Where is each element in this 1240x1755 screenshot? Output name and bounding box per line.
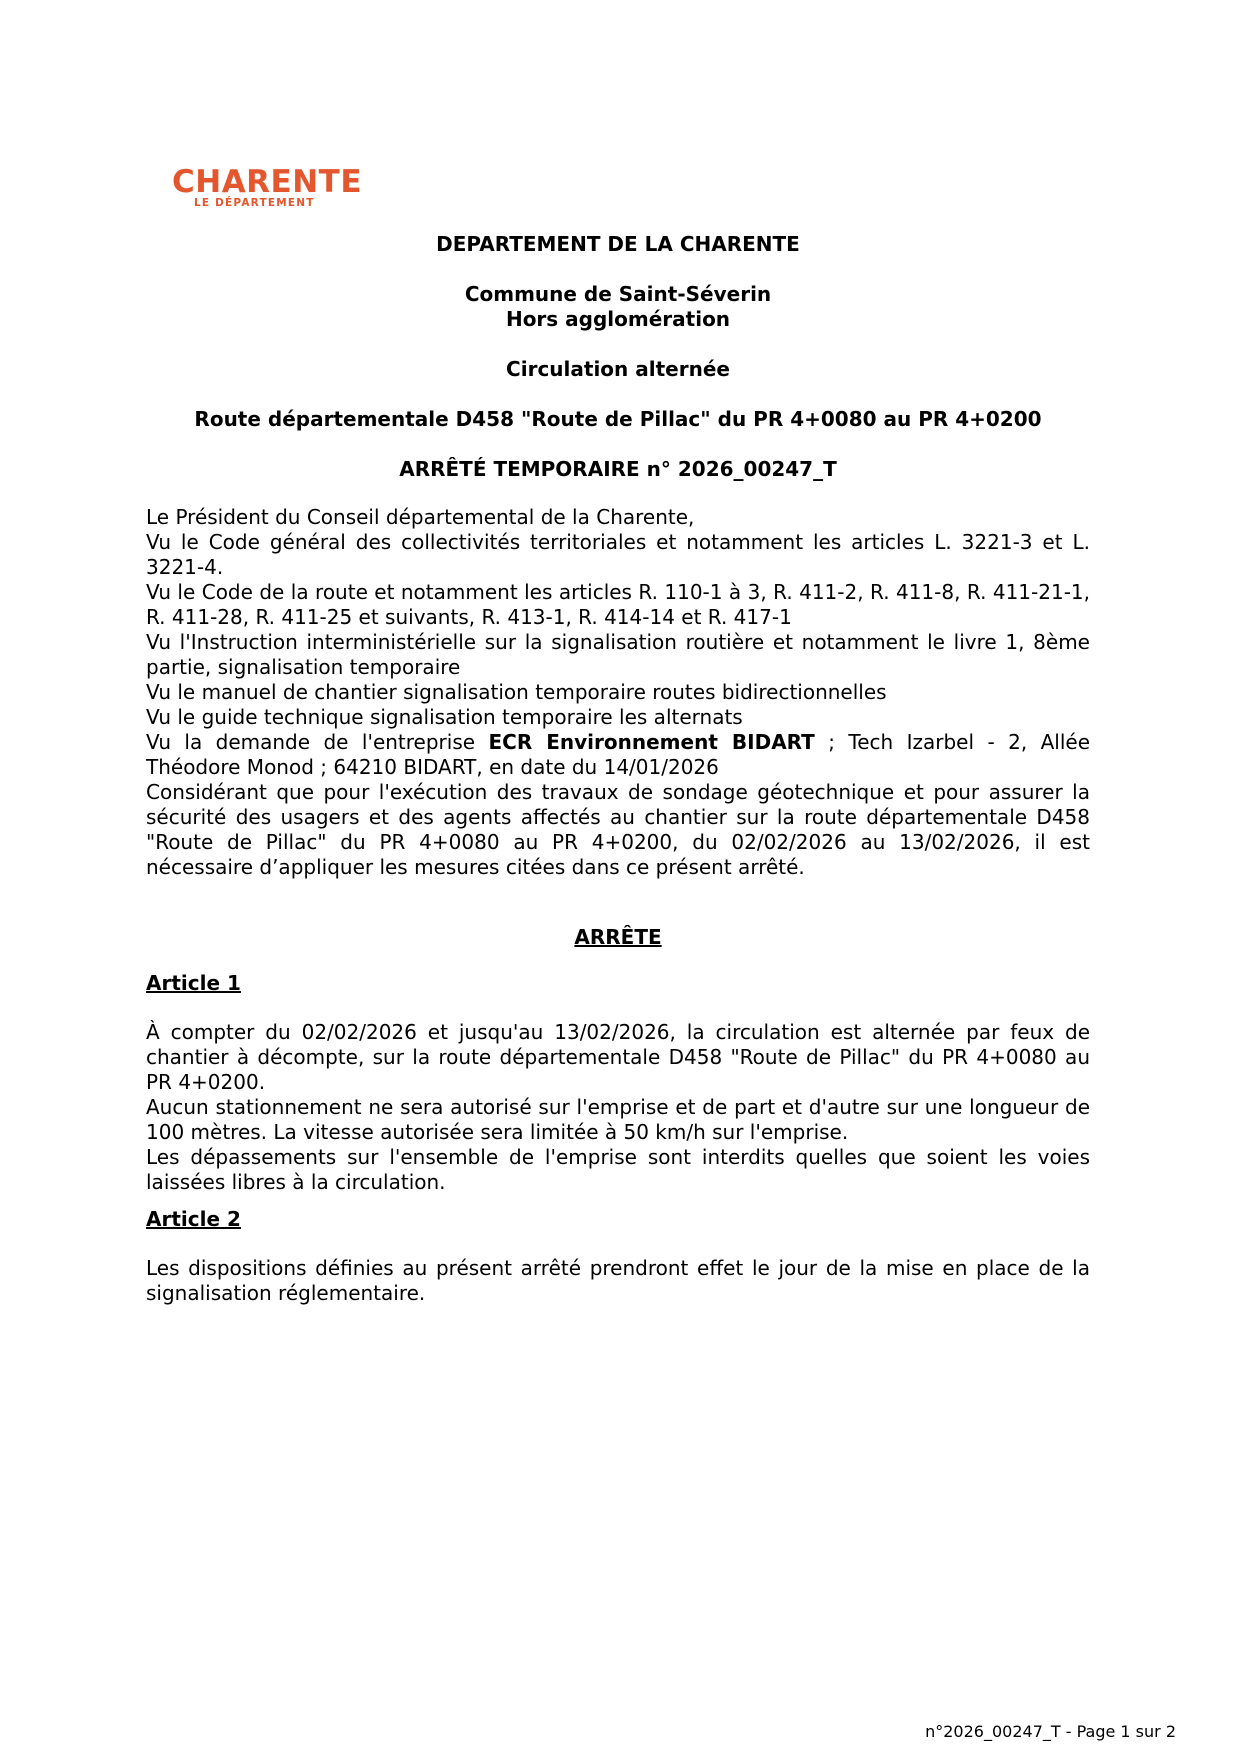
vu-instruction: Vu l'Instruction interministérielle sur la signalisation routière et notamment le livre 1, 8ème partie, signalisation temporaire xyxy=(146,630,1090,679)
article-2-body xyxy=(146,1256,1090,1306)
road-title: Route départementale D458 "Route de Pillac" du PR 4+0080 au PR 4+0200 xyxy=(194,407,1042,431)
article-1-title: Article 1 xyxy=(146,971,241,995)
article-2-title: Article 2 xyxy=(146,1207,241,1231)
page-footer: n°2026_00247_T - Page 1 sur 2 xyxy=(925,1722,1176,1741)
vu-cgct: Vu le Code général des collectivités territoriales et notamment les articles L. 3221-3 et L. 3221-4. xyxy=(146,530,1090,579)
article-1-line: Les dépassements sur l'ensemble de l'emprise sont interdits quelles que soient les voies laissées libres à la circulation. xyxy=(146,1145,1090,1194)
logo-name: CHARENTE xyxy=(172,164,362,200)
vu-code-route: Vu le Code de la route et notamment les articles R. 110-1 à 3, R. 411-2, R. 411-8, R. 411-21-1, R. 411-28, R. 411-25 et suivants, R. 413-1, R. 414-14 et R. 417-1 xyxy=(146,580,1090,629)
vu-manuel: Vu le manuel de chantier signalisation temporaire routes bidirectionnelles xyxy=(146,680,887,704)
logo-subtitle: LE DÉPARTEMENT xyxy=(194,197,315,209)
document-body xyxy=(146,230,1090,1306)
arrete-heading: ARRÊTE xyxy=(574,925,662,949)
zone-title: Hors agglomération xyxy=(505,307,731,331)
president-line: Le Président du Conseil départemental de la Charente, xyxy=(146,505,695,529)
article-1-line: Aucun stationnement ne sera autorisé sur l'emprise et de part et d'autre sur une longueur de 100 mètres. La vitesse autorisée sera limitée à 50 km/h sur l'emprise. xyxy=(146,1095,1090,1144)
article-1-body xyxy=(146,1020,1090,1195)
article-2-line: Les dispositions définies au présent arrêté prendront effet le jour de la mise en place de la signalisation réglementaire. xyxy=(146,1256,1090,1305)
vu-demande xyxy=(146,730,1090,780)
considerant: Considérant que pour l'exécution des travaux de sondage géotechnique et pour assurer la sécurité des usagers et des agents affectés au chantier sur la route départementale D458 "Route de Pillac" du PR 4+0080 au PR 4+0200, du 02/02/2026 au 13/02/2026, il est nécessaire d’appliquer les mesures citées dans ce présent arrêté. xyxy=(146,780,1090,879)
decree-title: ARRÊTÉ TEMPORAIRE n° 2026_00247_T xyxy=(399,457,837,481)
company-name: ECR Environnement BIDART xyxy=(488,730,815,754)
vu-guide: Vu le guide technique signalisation temporaire les alternats xyxy=(146,705,743,729)
department-title: DEPARTEMENT DE LA CHARENTE xyxy=(436,232,800,256)
charente-logo xyxy=(172,166,362,209)
vu-demande-suffix: ; Tech Izarbel - 2, Allée Théodore Monod ; 64210 BIDART, en date du 14/01/2026 xyxy=(146,730,1091,779)
vu-demande-prefix: Vu la demande de l'entreprise xyxy=(146,730,489,754)
subject-title: Circulation alternée xyxy=(506,357,730,381)
article-1-line: À compter du 02/02/2026 et jusqu'au 13/02/2026, la circulation est alternée par feux de chantier à décompte, sur la route départementale D458 "Route de Pillac" du PR 4+0080 au PR 4+0200. xyxy=(146,1020,1090,1094)
commune-title: Commune de Saint-Séverin xyxy=(464,282,772,306)
